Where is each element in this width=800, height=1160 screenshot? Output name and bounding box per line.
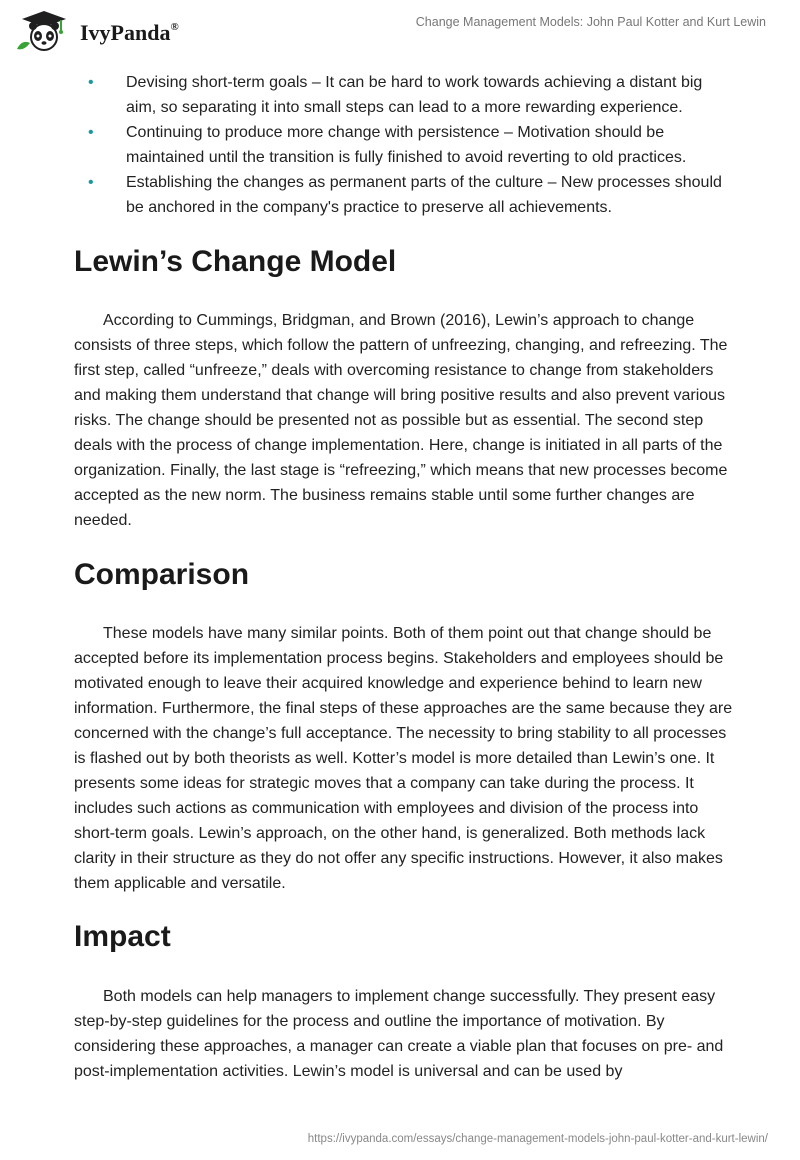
section-heading-lewin: Lewin’s Change Model: [74, 245, 397, 278]
list-item: • Continuing to produce more change with persistence – Motivation should be maintained until the transition is fully finished to avoid reverting to old practices.: [74, 120, 734, 170]
ivypanda-logo-icon[interactable]: [14, 9, 76, 53]
page-header: [0, 0, 800, 64]
bullet-list: [74, 70, 734, 220]
bullet-icon: •: [88, 74, 94, 91]
essay-content: [74, 70, 734, 1084]
bullet-icon: •: [88, 174, 94, 191]
footer-source-url[interactable]: https://ivypanda.com/essays/change-management-models-john-paul-kotter-and-kurt-lewin/: [307, 1133, 768, 1145]
brand-name[interactable]: IvyPanda®: [80, 20, 179, 45]
paragraph-comparison: These models have many similar points. Both of them point out that change should be accepted before its implementation process begins. Stakeholders and employees should be motivated enough to leave their acquired knowledge and experience behind to learn new information. Furthermore, the final steps of these approaches are the same because they are concerned with the change’s full acceptance. The necessity to bring stability to all processes is flashed out by both theorists as well. Kotter’s model is more detailed than Lewin’s one. It presents some ideas for strategic moves that a company can take during the process. It includes such actions as communication with employees and division of the process into short-term goals. Lewin’s approach, on the other hand, is generalized. Both methods lack clarity in their structure as they do not offer any specific instructions. However, it also makes them applicable and versatile.: [74, 625, 733, 892]
registered-mark: ®: [170, 20, 179, 33]
list-item: • Establishing the changes as permanent parts of the culture – New processes should be anchored in the company's practice to preserve all achievements.: [74, 170, 734, 220]
section-heading-impact: Impact: [74, 920, 171, 953]
paragraph-impact: Both models can help managers to implement change successfully. They present easy step-by-step guidelines for the process and outline the importance of motivation. By considering these approaches, a manager can create a viable plan that focuses on pre- and post-implementation activities. Lewin’s model is universal and can be used by: [74, 988, 724, 1080]
section-heading-comparison: Comparison: [74, 558, 250, 591]
paragraph-lewin: According to Cummings, Bridgman, and Brown (2016), Lewin’s approach to change consists of three steps, which follow the pattern of unfreezing, changing, and refreezing. The first step, called “unfreeze,” deals with overcoming resistance to change from stakeholders and making them understand that change will bring positive results and also prevent various risks. The change should be presented not as possible but as essential. The second step deals with the process of change implementation. Here, change is initiated in all parts of the organization. Finally, the last stage is “refreezing,” which means that new processes become accepted as the new norm. The business remains stable until some further changes are needed.: [74, 312, 728, 529]
document-title: Change Management Models: John Paul Kotter and Kurt Lewin: [415, 15, 766, 29]
list-item: • Devising short-term goals – It can be hard to work towards achieving a distant big aim, so separating it into small steps can lead to a more rewarding experience.: [74, 70, 734, 120]
bullet-icon: •: [88, 124, 94, 141]
